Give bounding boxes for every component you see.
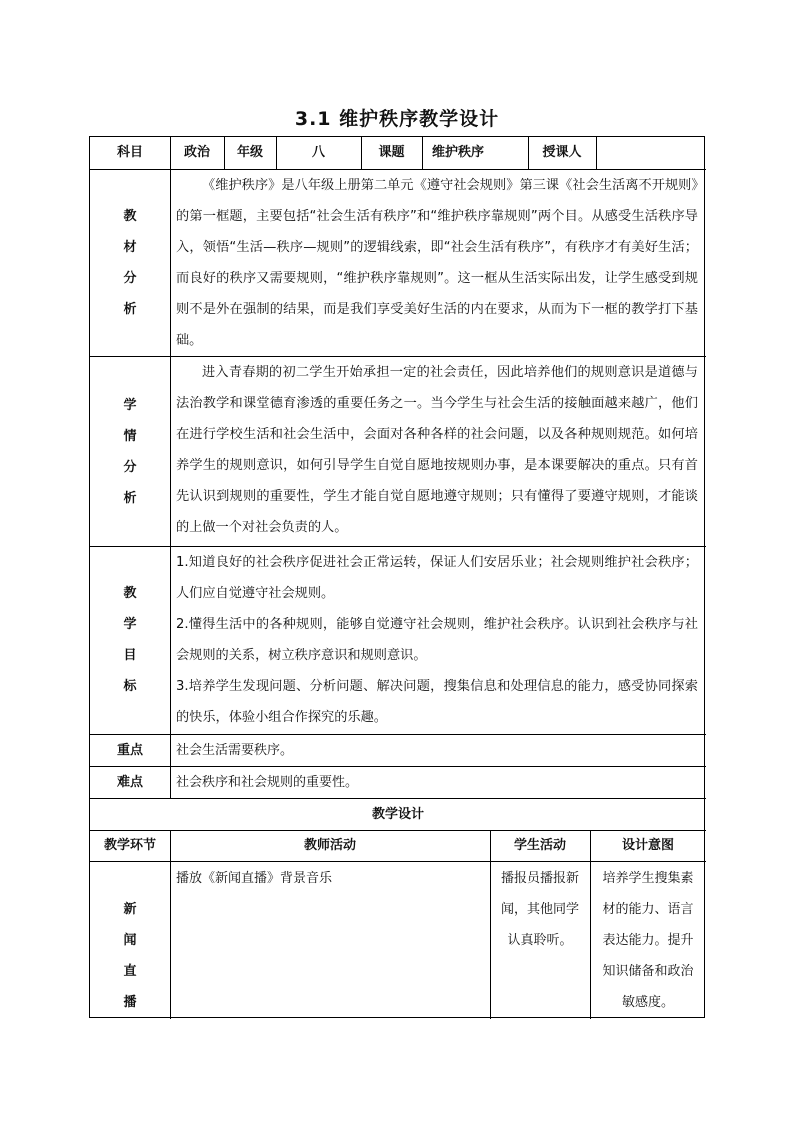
teaching-goals-label — [90, 578, 170, 702]
difficult-point-label: 难点 — [116, 775, 143, 790]
student-activity-line: 闻，其他同学 — [500, 902, 579, 917]
goal-item: 3.培养学生发现问题、分析问题、解决问题，搜集信息和处理信息的能力，感受协同探索的快乐，体验小组合作探究的乐趣。 — [176, 679, 698, 725]
grade-label: 年级 — [236, 145, 263, 160]
lesson-plan-table — [89, 136, 705, 1018]
label-char: 情 — [123, 429, 137, 444]
student-analysis-label — [90, 390, 170, 514]
teacher-label: 授课人 — [542, 145, 582, 160]
design-section-header: 教学设计 — [371, 807, 424, 822]
topic-label: 课题 — [378, 145, 405, 160]
column-header-intent: 设计意图 — [621, 838, 674, 853]
label-char: 标 — [123, 679, 137, 694]
label-char: 析 — [123, 302, 137, 317]
label-char: 分 — [123, 460, 137, 475]
student-analysis-text: 进入青春期的初二学生开始承担一定的社会责任，因此培养他们的规则意识是道德与法治教学和课堂德育渗透的重要任务之一。当今学生与社会生活的接触面越来越广，他们在进行学校生活和社会生活中，会面对各种各样的社会问题，以及各种规则规范。如何培养学生的规则意识，如何引导学生自觉自愿地按规则办事，是本课要解决的重点。只有首先认识到规则的重要性，学生才能自觉自愿地遵守规则；只有懂得了要遵守规则，才能谈的上做一个对社会负责的人。 — [176, 365, 698, 535]
textbook-analysis-text: 《维护秩序》是八年级上册第二单元《遵守社会规则》第三课《社会生活离不开规则》的第一框题，主要包括“社会生活有秩序”和“维护秩序靠规则”两个目。从感受生活秩序导入，领悟“生活—秩序—规则”的逻辑线索，即“社会生活有秩序”，有秩序才有美好生活；而良好的秩序又需要规则，“维护秩序靠规则”。这一框从生活实际出发，让学生感受到规则不是外在强制的结果，而是我们享受美好生活的内在要求，从而为下一框的教学打下基础。 — [176, 178, 698, 348]
column-header-student: 学生活动 — [513, 838, 566, 853]
row-divider — [90, 861, 706, 862]
stage-char: 新 — [123, 902, 137, 917]
stage-char: 直 — [123, 964, 137, 979]
label-char: 目 — [123, 648, 137, 663]
design-intent-line: 材的能力、语言 — [602, 902, 694, 917]
design-intent — [590, 863, 706, 1018]
design-intent-line: 表达能力。提升 — [602, 933, 694, 948]
key-point-text: 社会生活需要秩序。 — [176, 743, 294, 758]
stage-char: 播 — [123, 995, 137, 1010]
textbook-analysis-label — [90, 201, 170, 325]
subject-label: 科目 — [116, 145, 143, 160]
column-header-teacher: 教师活动 — [303, 838, 356, 853]
topic-value: 维护秩序 — [432, 145, 485, 160]
goal-item: 2.懂得生活中的各种规则，能够自觉遵守社会规则，维护社会秩序。认识到社会秩序与社会规则的关系，树立秩序意识和规则意识。 — [176, 617, 698, 663]
label-char: 教 — [123, 209, 137, 224]
design-intent-line: 敏感度。 — [621, 995, 674, 1010]
design-intent-line: 培养学生搜集素 — [602, 871, 694, 886]
goal-item: 1.知道良好的社会秩序促进社会正常运转，保证人们安居乐业；社会规则维护社会秩序；人们应自觉遵守社会规则。 — [176, 555, 698, 601]
grade-value: 八 — [311, 145, 325, 160]
document-title: 3.1 维护秩序教学设计 — [294, 108, 500, 130]
student-activity-line: 认真聆听。 — [507, 933, 573, 948]
subject-value: 政治 — [183, 145, 210, 160]
stage-char: 闻 — [123, 933, 137, 948]
teaching-goals-list — [176, 547, 698, 733]
label-char: 材 — [123, 240, 137, 255]
teacher-activity: 播放《新闻直播》背景音乐 — [176, 871, 333, 886]
stage-label — [90, 894, 170, 1018]
label-char: 教 — [123, 586, 137, 601]
col-divider — [170, 169, 171, 798]
difficult-point-text: 社会秩序和社会规则的重要性。 — [176, 775, 359, 790]
student-activity-line: 播报员播报新 — [500, 871, 579, 886]
col-divider — [422, 137, 423, 169]
key-point-label: 重点 — [116, 743, 143, 758]
label-char: 分 — [123, 271, 137, 286]
design-intent-line: 知识储备和政治 — [602, 964, 694, 979]
column-header-stage: 教学环节 — [103, 838, 156, 853]
label-char: 学 — [123, 398, 137, 413]
student-activity — [490, 863, 590, 956]
col-divider — [596, 137, 597, 169]
label-char: 学 — [123, 617, 137, 632]
label-char: 析 — [123, 491, 137, 506]
